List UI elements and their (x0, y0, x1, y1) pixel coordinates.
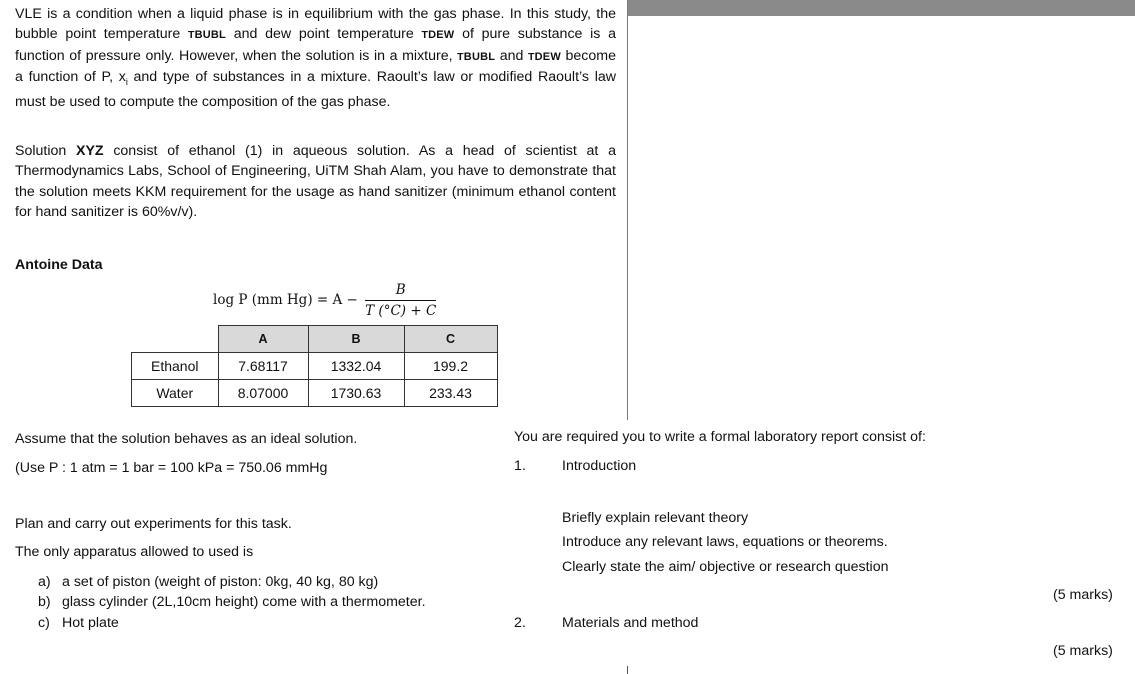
section-2-number: 2. (514, 615, 526, 631)
equation-numerator: B (365, 282, 436, 301)
table-cell: 199.2 (404, 353, 497, 380)
table-cell: 1332.04 (308, 353, 404, 380)
table-cell: Ethanol (132, 353, 219, 380)
antoine-equation (213, 282, 436, 319)
antoine-table (131, 325, 498, 407)
section-1-number: 1. (514, 458, 526, 474)
section-2-marks: (5 marks) (1053, 643, 1113, 659)
ideal-solution-assumption: Assume that the solution behaves as an ideal solution. (15, 431, 358, 447)
scenario-paragraph: Solution XYZ consist of ethanol (1) in aqueous solution. As a head of scientist at a Thermodynamics Labs, School of Engineering, UiTM Shah Alam, you have to demonstrate that the solution meets KKM requirement for the usage as hand sanitizer (minimum ethanol content for hand sanitizer is 60%v/v). (15, 143, 616, 221)
section-2-title: Materials and method (562, 615, 699, 631)
list-item (38, 572, 426, 592)
divider-tick (627, 666, 628, 674)
list-marker: b) (38, 594, 51, 611)
equation-fraction (365, 282, 436, 319)
list-marker: a) (38, 574, 51, 590)
plan-instruction: Plan and carry out experiments for this task. (15, 516, 292, 532)
list-item-text: a set of piston (weight of piston: 0kg, 40 kg, 80 kg) (62, 574, 379, 590)
apparatus-intro: The only apparatus allowed to used is (15, 544, 254, 560)
table-header-cell (132, 326, 219, 353)
table-header-cell: B (308, 326, 404, 353)
section-1-title: Introduction (562, 458, 637, 474)
section-1-marks: (5 marks) (1053, 587, 1113, 603)
equation-left-side: log P (mm Hg) = A − (213, 292, 358, 308)
table-cell: Water (132, 380, 219, 407)
report-requirement-intro: You are required you to write a formal laboratory report consist of: (514, 429, 926, 445)
table-cell: 233.43 (404, 380, 497, 407)
section-1-point: Clearly state the aim/ objective or research question (562, 559, 889, 575)
section-1-point: Introduce any relevant laws, equations or theorems. (562, 534, 888, 550)
table-row (132, 380, 498, 407)
top-gray-bar (627, 0, 1135, 16)
table-cell: 8.07000 (218, 380, 308, 407)
apparatus-list (38, 572, 426, 633)
section-1-point: Briefly explain relevant theory (562, 510, 749, 526)
table-cell: 1730.63 (308, 380, 404, 407)
table-header-row (132, 326, 498, 353)
column-divider (627, 0, 628, 420)
table-header-cell: C (404, 326, 497, 353)
vle-intro-paragraph: VLE is a condition when a liquid phase is in equilibrium with the gas phase. In this study, the bubble point temperature TBUBL and dew point temperature TDEW of pure substance is a function of pressure only. However, when the solution is in a mixture, TBUBL and TDEW become a function of P, $x_i$ and type of substances in a mixture. Raoult’s law or modified Raoult’s law must be used to compute the composition of the gas phase. (15, 6, 616, 111)
table-row (132, 353, 498, 380)
list-marker: c) (38, 614, 50, 631)
unit-conversion-note: (Use P : 1 atm = 1 bar = 100 kPa = 750.06 mmHg (15, 460, 328, 476)
table-cell: 7.68117 (218, 353, 308, 380)
antoine-heading: Antoine Data (15, 257, 103, 273)
list-item-text: glass cylinder (2L,10cm height) come with a thermometer. (62, 594, 426, 611)
equation-denominator: T (°C) + C (365, 303, 437, 319)
table-header-cell: A (218, 326, 308, 353)
list-item (38, 592, 426, 612)
list-item (38, 613, 426, 633)
list-item-text: Hot plate (62, 614, 119, 631)
